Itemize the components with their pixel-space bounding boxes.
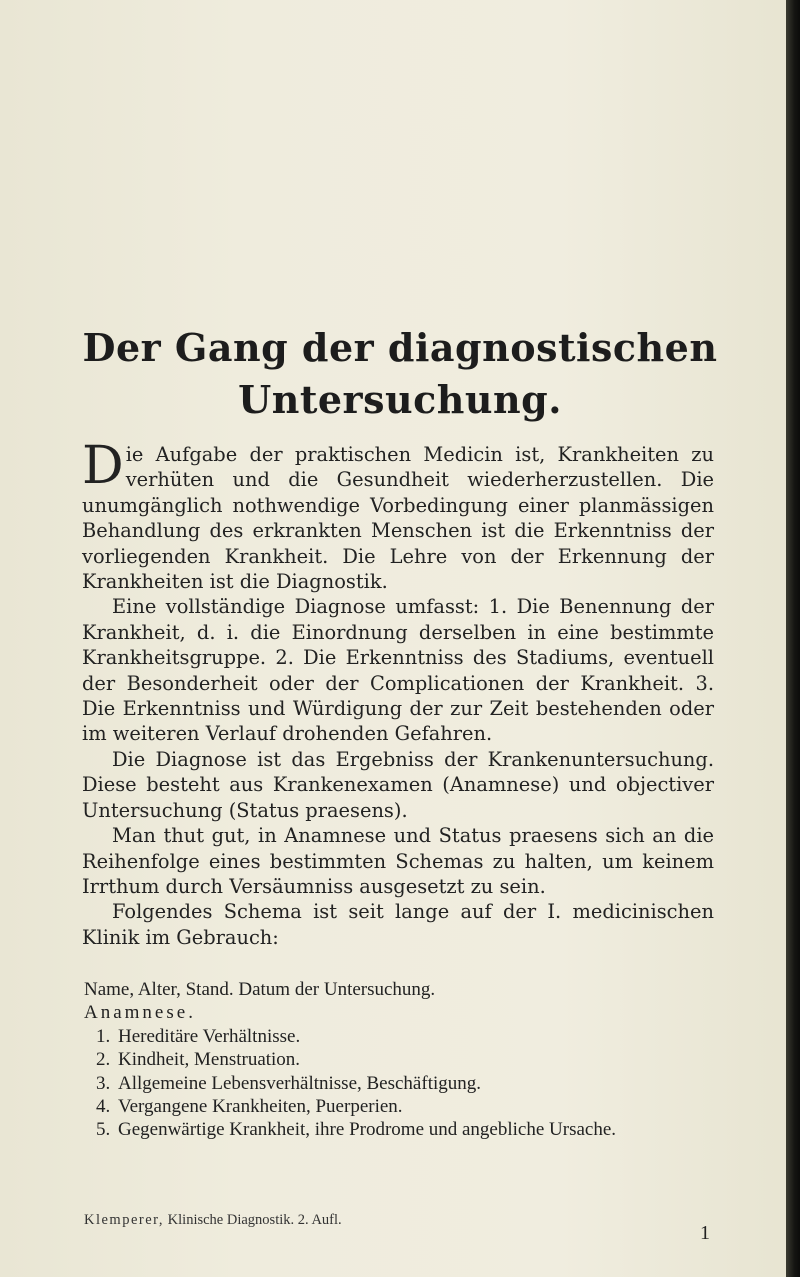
list-item-number: 5. <box>96 1119 111 1141</box>
list-item <box>84 1095 724 1118</box>
paragraph-1 <box>82 436 714 594</box>
list-item-number: 2. <box>96 1049 111 1071</box>
chapter-title-line-2: Untersuchung. <box>238 377 562 423</box>
page-footer <box>84 1212 724 1229</box>
paragraph-3: Die Diagnose ist das Ergebniss der Krankenuntersuchung. Diese besteht aus Krankenexamen (Anamnese) und objectiver Untersuchung (Status praesens). <box>82 747 714 822</box>
paragraph-5: Folgendes Schema ist seit lange auf der I. medicinischen Klinik im Gebrauch: <box>82 900 714 949</box>
schema-anamnese-label: Anamnese. <box>84 1002 196 1024</box>
page-number: 1 <box>700 1222 710 1244</box>
paragraph-2: Eine vollständige Diagnose umfasst: 1. Die Benennung der Krankheit, d. i. die Einordnung derselben in eine bestimmte Krankheitsgruppe. 2. Die Erkenntniss des Stadiums, eventuell der Besonderheit oder der Complicationen der Krankheit. 3. Die Erkenntniss und Würdigung der zur Zeit bestehenden oder im weiteren Verlauf drohenden Gefahren. <box>82 595 714 746</box>
list-item-text: Allgemeine Lebensverhältnisse, Beschäftigung. <box>118 1072 482 1094</box>
list-item <box>84 1048 724 1071</box>
footer-author: Klemperer, <box>84 1212 165 1228</box>
binding-edge <box>786 0 800 1277</box>
schema-list <box>84 1025 724 1142</box>
list-item-number: 4. <box>96 1096 111 1118</box>
footer-book-title: Klinische Diagnostik. 2. Aufl. <box>167 1212 342 1228</box>
schema-header: Name, Alter, Stand. Datum der Untersuchung. <box>84 979 436 1000</box>
chapter-title-line-1: Der Gang der diagnostischen <box>82 325 718 371</box>
list-item-text: Vergangene Krankheiten, Puerperien. <box>118 1096 403 1118</box>
list-item-number: 1. <box>96 1025 111 1047</box>
paragraph-4: Man thut gut, in Anamnese und Status praesens sich an die Reihenfolge eines bestimmten Schemas zu halten, um keinem Irrthum durch Versäumniss ausgesetzt zu sein. <box>82 824 714 898</box>
list-item-number: 3. <box>96 1072 111 1094</box>
list-item <box>84 1025 724 1048</box>
paragraph-1-text: ie Aufgabe der praktischen Medicin ist, Krankheiten zu verhüten und die Gesundheit wiederherzustellen. Die unumgänglich nothwendige Vorbedingung einer planmässigen Behandlung des erkrankten Menschen ist die Erkenntniss der vorliegenden Krankheit. Die Lehre von der Erkennung der Krankheiten ist die Diagnostik. <box>82 443 714 594</box>
list-item-text: Hereditäre Verhältnisse. <box>118 1025 301 1047</box>
list-item <box>84 1072 724 1095</box>
body-text <box>82 436 714 950</box>
examination-schema <box>84 978 724 1142</box>
drop-cap: D <box>82 436 124 496</box>
list-item-text: Gegenwärtige Krankheit, ihre Prodrome und angebliche Ursache. <box>118 1119 617 1141</box>
list-item <box>84 1118 724 1141</box>
list-item-text: Kindheit, Menstruation. <box>118 1049 301 1071</box>
